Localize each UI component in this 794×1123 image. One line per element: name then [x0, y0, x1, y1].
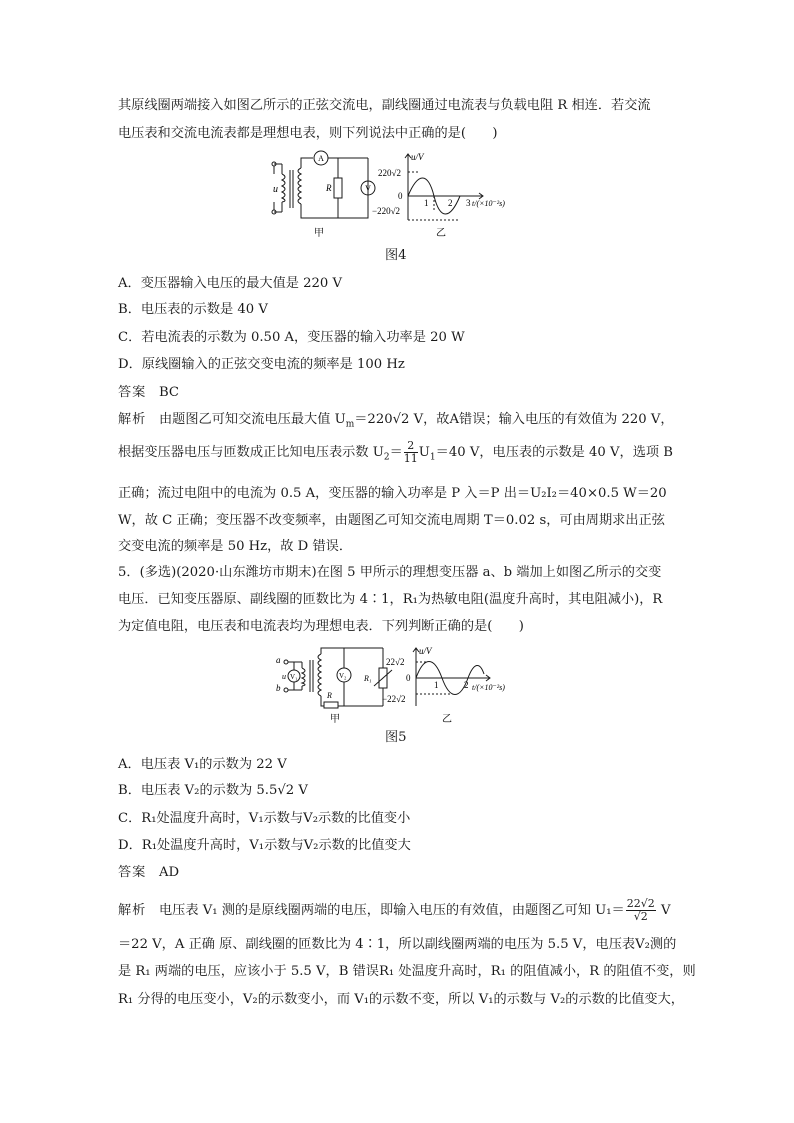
q5-answer-label: 答案	[118, 865, 147, 880]
q4-analysis-sub: 2	[383, 452, 390, 463]
q4-analysis-line-3: 正确；流过电阻中的电流为 0.5 A，变压器的输入功率是 P 入＝P 出＝U₂I₂＝40×0.5 W＝20	[118, 486, 667, 501]
q4-analysis-label: 解析	[118, 412, 147, 427]
q4-fraction	[404, 440, 418, 465]
fig4-y-axis-label: u/V	[411, 152, 424, 162]
fig4-voltmeter-label: V	[365, 184, 371, 193]
fig5-r-label: R	[327, 691, 332, 700]
q4-answer-value: BC	[158, 385, 179, 400]
q5-stem-line-3: 为定值电阻，电压表和电流表均为理想电表．下列判断正确的是( )	[118, 619, 524, 634]
fig4-label-yi: 乙	[436, 228, 446, 239]
q4-analysis-sub: m	[345, 419, 355, 430]
fig5-u-label: u	[282, 672, 286, 681]
q5-option-a: A．电压表 V₁的示数为 22 V	[118, 757, 287, 772]
fig5-y-top: 22√2	[386, 657, 405, 667]
q5-option-b: B．电压表 V₂的示数为 5.5√2 V	[118, 783, 308, 798]
fig4-x-axis-label: t/(×10⁻²s)	[472, 199, 505, 208]
q4-option-a: A．变压器输入电压的最大值是 220 V	[118, 276, 343, 291]
fig5-v2-label: V₂	[339, 672, 347, 680]
figure-4	[268, 150, 528, 240]
q5-fraction-den: √2	[633, 910, 648, 923]
q4-answer-label: 答案	[118, 385, 147, 400]
q4-answer	[118, 383, 179, 403]
q5-analysis-line-3: 是 R₁ 两端的电压，应该小于 5.5 V，B 错误R₁ 处温度升高时，R₁ 的阻值减小，R 的阻值不变，则	[118, 964, 696, 979]
q4-option-d: D．原线圈输入的正弦交变电流的频率是 100 Hz	[118, 357, 405, 372]
q4-analysis-text: ＝220√2 V，故A错误；输入电压的有效值为 220 V，	[354, 412, 674, 427]
q4-analysis-text: ＝	[389, 445, 403, 460]
q4-analysis-text: U	[418, 445, 430, 460]
q5-analysis-text: 电压表 V₁ 测的是原线圈两端的电压，即输入电压的有效值，由题图乙可知 U₁＝	[158, 903, 625, 918]
q4-fraction-den: 11	[403, 452, 418, 465]
q4-fraction-num: 2	[404, 440, 418, 453]
intro-line-2: 电压表和交流电流表都是理想电表，则下列说法中正确的是( )	[118, 126, 498, 141]
fig4-tick-3: 3	[466, 198, 471, 208]
figure-4-caption: 图4	[385, 248, 407, 263]
q5-analysis-line-1	[118, 898, 671, 923]
q5-fraction	[626, 898, 656, 923]
q5-analysis-text: V	[660, 903, 671, 918]
fig5-v1-label: V₁	[290, 673, 298, 681]
fig5-y-bottom: −22√2	[382, 694, 406, 704]
fig5-y-axis-label: u/V	[419, 646, 432, 656]
q5-stem-line-1: 5．(多选)(2020·山东潍坊市期末)在图 5 甲所示的理想变压器 a、b 端加上如图乙所示的交变	[118, 565, 662, 580]
q5-analysis-line-2: ＝22 V，A 正确 原、副线圈的匝数比为 4∶1，所以副线圈两端的电压为 5.5 V，电压表V₂测的	[118, 937, 677, 952]
q4-analysis-sub: 1	[429, 452, 436, 463]
q4-analysis-line-2	[118, 440, 673, 468]
figure-5	[268, 644, 528, 726]
fig4-y-top: 220√2	[378, 168, 401, 178]
q5-analysis-label: 解析	[118, 903, 147, 918]
fig5-x-axis-label: t/(×10⁻²s)	[472, 683, 505, 692]
q4-option-c: C．若电流表的示数为 0.50 A，变压器的输入功率是 20 W	[118, 330, 465, 345]
fig5-label-yi: 乙	[442, 714, 452, 725]
q4-analysis-text: ＝40 V，电压表的示数是 40 V，选项 B	[435, 445, 673, 460]
fig4-u-label: u	[273, 184, 278, 195]
fig5-r1-label: R₁	[364, 674, 372, 683]
fig4-tick-2: 2	[448, 198, 453, 208]
fig5-terminal-b: b	[276, 683, 281, 693]
fig5-tick-2: 2	[464, 680, 469, 690]
fig5-terminal-a: a	[276, 655, 281, 665]
q5-fraction-num: 22√2	[626, 897, 655, 910]
fig5-tick-1: 1	[434, 680, 439, 690]
q4-analysis-line-1	[118, 410, 674, 435]
q5-option-d: D．R₁处温度升高时，V₁示数与V₂示数的比值变大	[118, 838, 411, 853]
fig4-y-bottom: −220√2	[372, 206, 401, 216]
q5-stem-line-2: 电压．已知变压器原、副线圈的匝数比为 4∶1，R₁为热敏电阻(温度升高时，其电阻减小)，R	[118, 592, 663, 607]
fig4-origin: 0	[398, 191, 403, 201]
fig4-ammeter-label: A	[318, 154, 324, 163]
q4-option-b: B．电压表的示数是 40 V	[118, 302, 268, 317]
figure-5-caption: 图5	[385, 730, 407, 745]
q4-analysis-text: 根据变压器电压与匝数成正比知电压表示数 U	[118, 445, 384, 460]
fig4-label-jia: 甲	[314, 228, 324, 239]
fig5-label-jia: 甲	[330, 714, 340, 725]
intro-line-1: 其原线圈两端接入如图乙所示的正弦交流电，副线圈通过电流表与负载电阻 R 相连．若交流	[118, 98, 651, 113]
q4-analysis-line-5: 交变电流的频率是 50 Hz，故 D 错误．	[118, 539, 353, 554]
q5-analysis-line-4: R₁ 分得的电压变小，V₂的示数变小，而 V₁的示数不变，所以 V₁的示数与 V₂的示数的比值变大，	[118, 992, 684, 1007]
fig4-r-label: R	[326, 183, 332, 193]
q5-answer	[118, 863, 179, 883]
q5-answer-value: AD	[158, 865, 180, 880]
q4-analysis-line-4: W，故 C 正确；变压器不改变频率，由题图乙可知交流电周期 T＝0.02 s，可由周期求出正弦	[118, 513, 665, 528]
q4-analysis-text: 由题图乙可知交流电压最大值 U	[158, 412, 346, 427]
fig5-origin: 0	[406, 673, 411, 683]
q5-option-c: C．R₁处温度升高时，V₁示数与V₂示数的比值变小	[118, 811, 411, 826]
fig4-tick-1: 1	[424, 198, 429, 208]
